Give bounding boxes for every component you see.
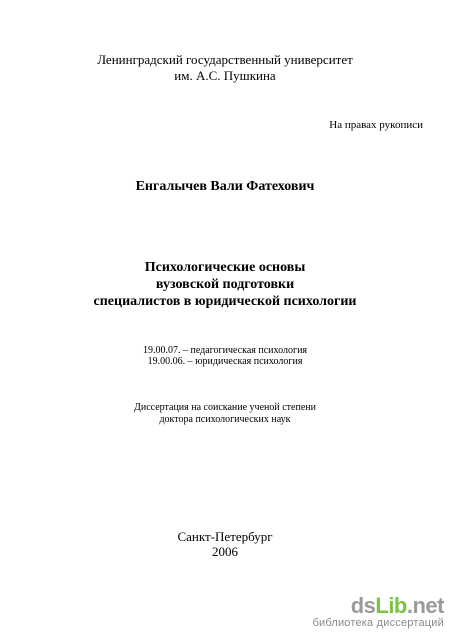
city: Санкт-Петербург xyxy=(177,529,273,544)
specialty-1: 19.00.07. – педагогическая психология xyxy=(142,345,308,356)
manuscript-note: На правах рукописи xyxy=(329,119,423,131)
logo-ds: ds xyxy=(350,593,376,618)
logo-lib: Lib xyxy=(375,593,407,618)
degree-line-1: Диссертация на соискание ученой степени xyxy=(134,402,316,413)
university-block xyxy=(0,52,450,84)
degree-block xyxy=(0,402,450,426)
place-year-block xyxy=(0,529,450,559)
logo-net: .net xyxy=(406,593,444,618)
dslib-logo xyxy=(312,595,444,617)
specialty-2: 19.00.06. – юридическая психология xyxy=(147,356,303,367)
dslib-watermark xyxy=(312,595,444,630)
dissertation-title xyxy=(0,259,450,310)
university-named-after: им. А.С. Пушкина xyxy=(174,68,276,83)
title-line-3: специалистов в юридической психологии xyxy=(93,294,357,309)
watermark-subtitle: библиотека диссертаций xyxy=(312,617,444,629)
university-name: Ленинградский государственный университет xyxy=(97,52,353,67)
title-line-2: вузовской подготовки xyxy=(155,277,295,292)
specialties-block xyxy=(0,345,450,367)
degree-line-2: доктора психологических наук xyxy=(159,414,291,425)
year: 2006 xyxy=(212,544,238,559)
author-name: Енгалычев Вали Фатехович xyxy=(135,179,315,194)
title-line-1: Психологические основы xyxy=(144,260,306,275)
